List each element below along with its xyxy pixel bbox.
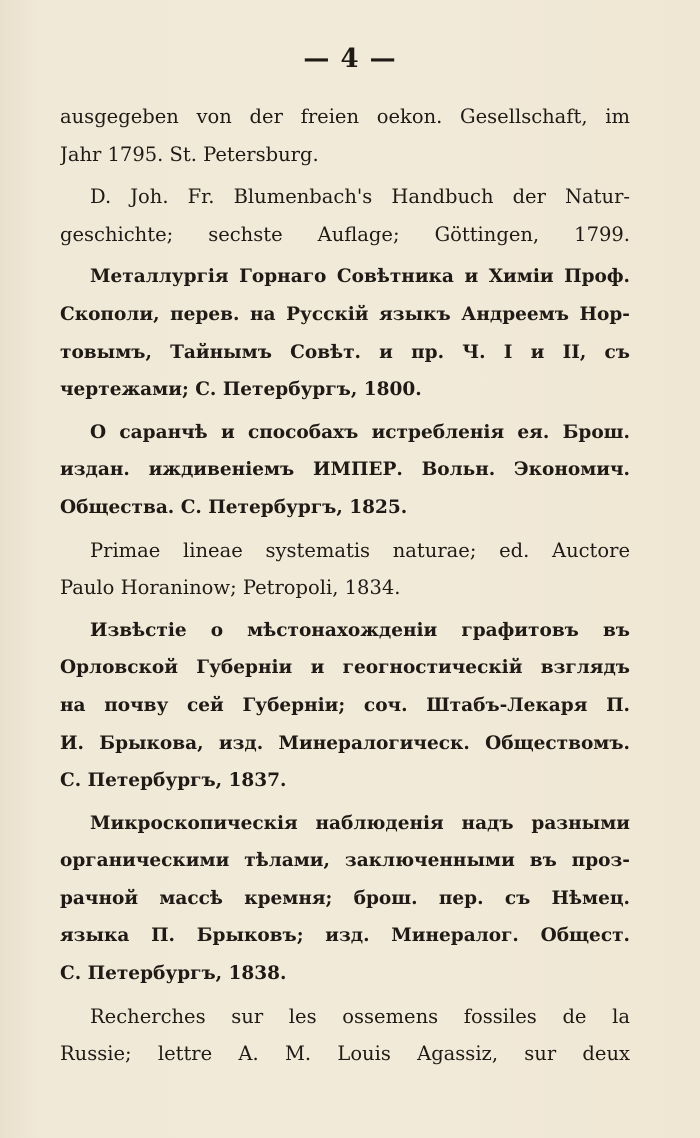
text-line: органическими тѣлами, заключенными въ проз- bbox=[60, 850, 630, 872]
text-line: Орловской Губерніи и геогностическій взглядъ bbox=[60, 657, 630, 679]
text-line: И. Брыкова, изд. Минералогическ. Обществомъ. bbox=[60, 732, 630, 754]
text-line: ausgegeben von der freien oekon. Gesellschaft, im bbox=[60, 105, 630, 128]
text-line: на почву сей Губерніи; соч. Штабъ-Лекаря П. bbox=[60, 694, 630, 716]
text-line: Металлургія Горнаго Совѣтника и Химіи Проф. bbox=[90, 266, 630, 288]
text-line: языка П. Брыковъ; изд. Минералог. Общест. bbox=[60, 925, 630, 947]
bibliography-entry bbox=[60, 998, 630, 1073]
text-line: издан. иждивеніемъ ИМПЕР. Вольн. Экономич. bbox=[60, 459, 630, 481]
text-line: Recherches sur les ossemens fossiles de la bbox=[90, 1004, 630, 1028]
text-line: D. Joh. Fr. Blumenbach's Handbuch der Natur- bbox=[90, 185, 630, 209]
text-line: Jahr 1795. St. Petersburg. bbox=[60, 142, 319, 166]
text-line: Russie; lettre A. M. Louis Agassiz, sur deux bbox=[60, 1042, 630, 1066]
bibliography-text bbox=[60, 98, 630, 1073]
text-line: С. Петербургъ, 1837. bbox=[60, 770, 287, 792]
text-line: Извѣстіе о мѣстонахожденіи графитовъ въ bbox=[90, 619, 630, 641]
bibliography-entry bbox=[60, 414, 630, 527]
text-line: товымъ, Тайнымъ Совѣт. и пр. Ч. I и II, съ bbox=[60, 341, 630, 363]
bibliography-entry bbox=[60, 98, 630, 173]
text-line: Общества. С. Петербургъ, 1825. bbox=[60, 496, 408, 518]
text-line: чертежами; С. Петербургъ, 1800. bbox=[60, 379, 422, 401]
text-line: geschichte; sechste Auflage; Göttingen, 1799. bbox=[60, 222, 630, 246]
text-line: О саранчѣ и способахъ истребленія ея. Брош. bbox=[90, 421, 630, 443]
text-line: Paulo Horaninow; Petropoli, 1834. bbox=[60, 576, 401, 600]
text-line: Скополи, перев. на Русскій языкъ Андреемъ Нор- bbox=[60, 303, 630, 325]
bibliography-entry bbox=[60, 258, 630, 408]
page-number-header: — 4 — bbox=[303, 44, 397, 74]
bibliography-entry bbox=[60, 532, 630, 607]
bibliography-entry bbox=[60, 612, 630, 800]
bibliography-entry bbox=[60, 805, 630, 993]
text-line: рачной массѣ кремня; брош. пер. съ Нѣмец. bbox=[60, 887, 630, 909]
text-line: Primae lineae systematis naturae; ed. Auctore bbox=[90, 538, 630, 562]
text-line: С. Петербургъ, 1838. bbox=[60, 963, 287, 985]
bibliography-entry bbox=[60, 178, 630, 253]
text-line: Микроскопическія наблюденія надъ разными bbox=[90, 812, 630, 834]
